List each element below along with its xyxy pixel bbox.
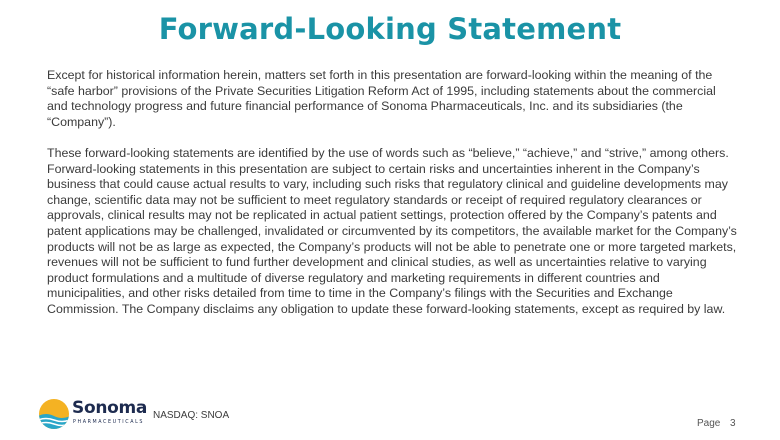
- logo-subtitle: PHARMACEUTICALS: [73, 420, 145, 425]
- logo-wordmark: Sonoma: [72, 398, 148, 418]
- statement-body: [47, 68, 737, 333]
- paragraph-1: Except for historical information herein, matters set forth in this presentation are forward-looking within the meaning of the “safe harbor” provisions of the Private Securities Litigation Reform Act of 1995, including statements about the commercial and technology progress and future financial performance of Sonoma Pharmaceuticals, Inc. and its subsidiaries (the “Company”).: [47, 68, 716, 129]
- page-title: Forward-Looking Statement: [158, 12, 622, 46]
- sun-wave-icon: [38, 398, 70, 430]
- page-number: 3: [730, 418, 736, 429]
- company-logo: [38, 398, 148, 432]
- stock-ticker: NASDAQ: SNOA: [153, 410, 230, 421]
- paragraph-2: These forward-looking statements are identified by the use of words such as “believe,” “achieve,” and “strive,” among others. Forward-looking statements in this presentation are subject to certain risks and uncertainties inherent in the Company’s business that could cause actual results to vary, including such risks that regulatory clinical and guideline developments may change, scientific data may not be sufficient to meet regulatory standards or receipt of required regulatory clearances or approvals, clinical results may not be replicated in actual patient settings, protection offered by the Company’s patents and patent applications may be challenged, invalidated or circumvented by its competitors, the available market for the Company’s products will not be as large as expected, the Company’s products will not be able to penetrate one or more targeted markets, revenues will not be sufficient to fund further development and clinical studies, as well as uncertainties relative to varying product formulations and a multitude of diverse regulatory and marketing requirements in different countries and municipalities, and other risks detailed from time to time in the Company’s filings with the Securities and Exchange Commission. The Company disclaims any obligation to update these forward-looking statements, except as required by law.: [47, 145, 737, 316]
- page-label: Page: [697, 418, 721, 429]
